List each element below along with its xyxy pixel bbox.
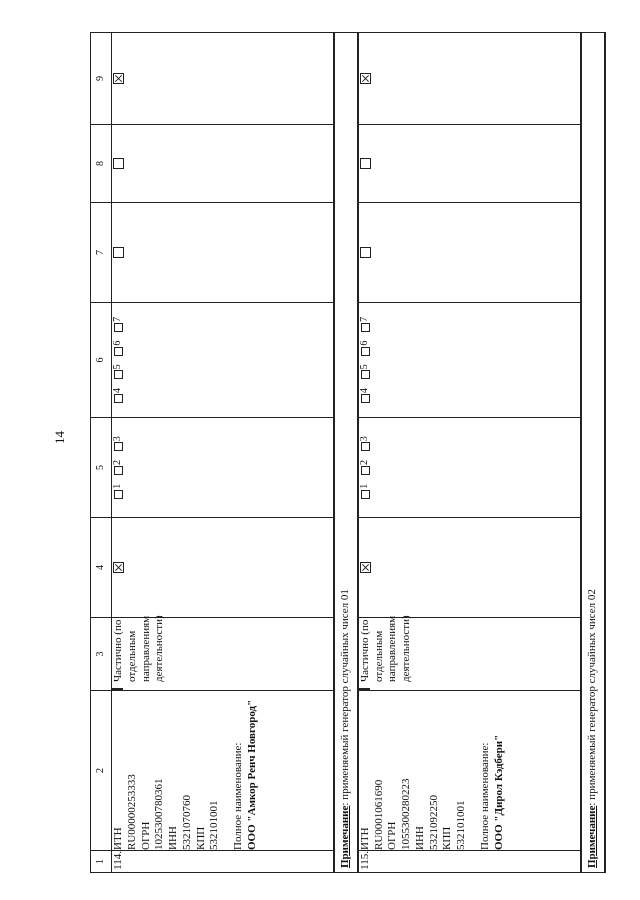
col7-checkbox[interactable] — [360, 247, 371, 258]
full-name-label: Полное наименование: — [478, 742, 491, 850]
option-number: 4 — [358, 388, 370, 394]
col5-cell — [112, 418, 334, 518]
option-checkbox[interactable] — [361, 323, 370, 332]
option-number: 2 — [112, 460, 123, 465]
option-checkbox[interactable] — [361, 370, 370, 379]
partial-cell — [112, 615, 334, 691]
inn-value: 5321070760 — [180, 795, 193, 850]
itn-label: ИТН — [358, 827, 371, 850]
col6-cell — [358, 303, 581, 418]
registry-table — [90, 32, 606, 873]
rotated-table-wrapper — [90, 33, 606, 873]
col7-cell — [112, 203, 334, 303]
option-checkbox[interactable] — [114, 490, 123, 499]
kpp-value: 532101001 — [455, 800, 468, 850]
inn-label: ИНН — [167, 826, 179, 850]
col7-cell — [358, 203, 581, 303]
partial-label: Частично (по отдельным направлениям деятельности) — [358, 615, 413, 682]
itn-label: ИТН — [112, 827, 124, 850]
column-number: 6 — [91, 303, 112, 418]
option-number: 6 — [112, 340, 123, 346]
option-checkbox[interactable] — [361, 442, 370, 451]
option-checkbox[interactable] — [114, 394, 123, 403]
itn-value: RU0001061690 — [372, 779, 385, 850]
partial-checkbox[interactable] — [112, 688, 123, 690]
option-number: 4 — [112, 388, 123, 394]
option-number: 5 — [112, 364, 123, 370]
partial-label: Частично (по отдельным направлениям деятельности) — [112, 615, 166, 682]
column-number: 5 — [91, 418, 112, 518]
option-checkbox[interactable] — [114, 442, 123, 451]
option-number: 7 — [112, 316, 123, 322]
column-number: 2 — [91, 691, 112, 851]
ogrn-value: 1055300280223 — [400, 778, 413, 850]
partial-checkbox[interactable] — [359, 688, 370, 690]
kpp-label: КПП — [441, 826, 454, 850]
col5-cell — [358, 418, 581, 518]
column-number: 8 — [91, 125, 112, 203]
col6-cell — [112, 303, 334, 418]
column-number-header — [91, 33, 112, 873]
column-number: 9 — [91, 33, 112, 125]
ogrn-label: ОГРН — [139, 821, 152, 850]
ogrn-value: 1025300780361 — [153, 778, 166, 850]
option-number: 7 — [358, 316, 370, 322]
note-cell — [334, 33, 358, 873]
option-checkbox[interactable] — [114, 347, 123, 356]
table-row — [358, 33, 581, 873]
col8-checkbox[interactable] — [360, 158, 371, 169]
kpp-value: 532101001 — [208, 800, 221, 850]
option-number: 3 — [112, 436, 123, 442]
option-checkbox[interactable] — [114, 370, 123, 379]
col8-checkbox[interactable] — [113, 158, 124, 169]
column-number: 4 — [91, 518, 112, 618]
col8-cell — [112, 125, 334, 203]
organization-name: ООО "Дирол Кэдбери" — [492, 734, 505, 850]
option-checkbox[interactable] — [114, 466, 123, 475]
note-text: : применяемый генератор случайных чисел 01 — [339, 589, 351, 806]
column-number: 3 — [91, 618, 112, 691]
note-cell — [581, 33, 605, 873]
col9-checkbox[interactable] — [113, 73, 124, 84]
option-number: 5 — [358, 364, 370, 370]
note-label: Примечание — [586, 805, 599, 868]
option-number: 1 — [358, 483, 370, 489]
full-name-label: Полное наименование: — [232, 742, 244, 850]
entity-identifiers — [358, 691, 581, 851]
col4-checkbox[interactable] — [360, 562, 371, 573]
col9-checkbox[interactable] — [360, 73, 371, 84]
note-row — [581, 33, 605, 873]
option-number: 1 — [112, 483, 123, 489]
table-row — [112, 33, 334, 873]
entity-identifiers — [112, 691, 334, 851]
option-number: 6 — [358, 340, 370, 346]
col4-checkbox[interactable] — [113, 562, 124, 573]
note-text: : применяемый генератор случайных чисел 02 — [586, 589, 599, 806]
option-number: 2 — [358, 460, 370, 465]
col4-cell — [112, 518, 334, 618]
partial-cell — [358, 615, 581, 691]
option-checkbox[interactable] — [114, 323, 123, 332]
row-number: 114. — [112, 851, 334, 873]
ogrn-label: ОГРН — [386, 821, 399, 850]
kpp-label: КПП — [194, 826, 207, 850]
organization-name: ООО "Амкор Ренч Новгород" — [245, 699, 258, 850]
option-checkbox[interactable] — [361, 466, 370, 475]
col9-cell — [112, 33, 334, 125]
col8-cell — [358, 125, 581, 203]
note-row — [334, 33, 358, 873]
col4-cell — [358, 518, 581, 618]
option-checkbox[interactable] — [361, 490, 370, 499]
col9-cell — [358, 33, 581, 125]
inn-label: ИНН — [413, 826, 426, 850]
page-number: 14 — [52, 431, 67, 444]
row-number: 115. — [358, 851, 581, 873]
inn-value: 5321092250 — [427, 795, 440, 850]
column-number: 7 — [91, 203, 112, 303]
note-label: Примечание — [339, 805, 351, 868]
option-checkbox[interactable] — [361, 347, 370, 356]
itn-value: RU00000253333 — [125, 774, 138, 850]
column-number: 1 — [91, 851, 112, 873]
option-number: 3 — [358, 436, 370, 442]
option-checkbox[interactable] — [361, 394, 370, 403]
col7-checkbox[interactable] — [113, 247, 124, 258]
